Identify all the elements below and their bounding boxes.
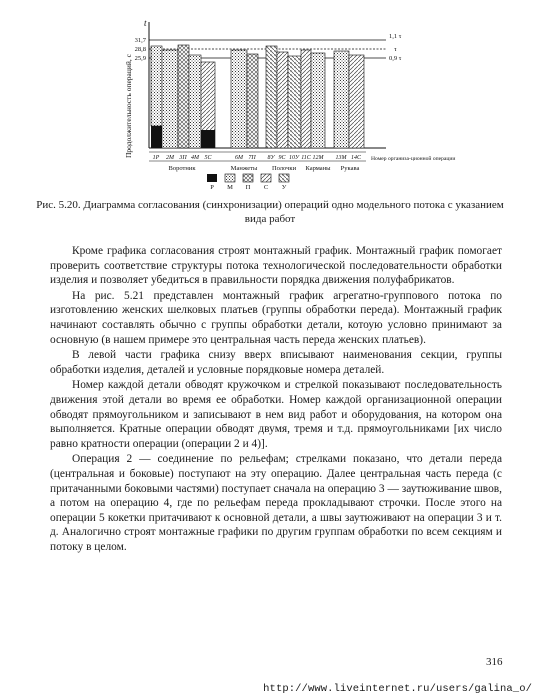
synchronization-diagram-svg: [118, 14, 456, 191]
operation-label: 4М: [191, 155, 199, 161]
operation-label: 2М: [166, 155, 174, 161]
paragraph: Номер каждой детали обводят кружочком и стрелкой показывают последовательность движения этой детали во время ее обработки. Номер каждой организационной операции обводят прямоугольником и записывают в нем вид работ и оборудования, на котором она выполняется. Кратные операции обводят двумя, тремя и т.д. прямоугольниками [их число равно кратности операции (операции 2 и 4)].: [50, 379, 502, 450]
operation-label: 11С: [301, 155, 311, 161]
group-label: Карманы: [305, 165, 331, 172]
operation-label: 9С: [278, 155, 286, 161]
legend-label: С: [263, 184, 269, 191]
legend-swatch-p: [243, 174, 253, 182]
synchronization-diagram: [118, 14, 456, 191]
operation-label: 6М: [235, 155, 243, 161]
y-axis-symbol: t: [144, 18, 147, 28]
legend-swatch-m: [225, 174, 235, 182]
y-tick-label: 31,7: [134, 37, 146, 44]
group-label: Манжеты: [230, 165, 258, 172]
operation-label: 1Р: [152, 155, 160, 161]
operation-label: 14С: [350, 155, 362, 161]
operation-bar-11: [301, 50, 311, 148]
paragraph: На рис. 5.21 представлен монтажный график агрегатно-группового потока по изготовлению женских шелковых платьев (группы обработки переда). Монтажный график начинают составлять обычно с группы обработки детали, котоую условно принимают за основную (в нашем примере это центральная часть переда женских платьев).: [50, 289, 502, 346]
reference-label-tau: τ: [394, 46, 397, 53]
operation-bar-2: [162, 50, 178, 148]
group-label: Полочки: [271, 165, 297, 172]
legend-swatch-u: [279, 174, 289, 182]
group-label: Воротник: [168, 165, 196, 172]
side-label: Номер организа-ционной операции: [371, 156, 456, 162]
operation-label: 10У: [288, 155, 300, 161]
watermark-url: http://www.liveinternet.ru/users/galina_o/: [263, 683, 532, 695]
paragraph: Кроме графика согласования строят монтажный график. Монтажный график помогает проверить соответствие структуры потока технологической последовательности обработки изделия и позволяет убедиться в правильности порядка движения полуфабрикатов.: [50, 245, 502, 287]
operation-bar-4: [189, 55, 201, 148]
operation-bar-5-dark: [201, 130, 215, 148]
operation-label: 7П: [248, 155, 256, 161]
operation-label: 3П: [179, 155, 187, 161]
operation-bar-9: [277, 52, 288, 148]
y-axis-label: Продолжительность операций, с: [124, 53, 133, 159]
y-tick-label: 28,8: [134, 46, 146, 53]
reference-label-lower: 0,9 τ: [389, 55, 402, 62]
reference-label-upper: 1,1 τ: [389, 33, 402, 40]
group-label: Рукава: [340, 165, 360, 172]
y-tick-label: 25,9: [134, 55, 146, 62]
operation-bar-7: [247, 54, 258, 148]
figure-caption: Рис. 5.20. Диаграмма согласования (синхронизации) операций одно модельного потока с указанием вида работ: [36, 199, 504, 225]
legend-label: М: [227, 184, 233, 191]
legend-label: Р: [210, 184, 214, 191]
operation-label: 8У: [267, 155, 275, 161]
legend-label: У: [281, 184, 287, 191]
operation-label: 13М: [335, 155, 347, 161]
legend-swatch-s: [261, 174, 271, 182]
operation-label: 5С: [204, 155, 212, 161]
operation-bar-1-cap: [151, 46, 162, 126]
operation-bar-8: [266, 46, 277, 148]
legend-swatch-r: [207, 174, 217, 182]
operation-bar-12: [311, 53, 325, 148]
legend-label: П: [245, 184, 251, 191]
operation-label: 12М: [312, 155, 324, 161]
operation-bar-13: [334, 51, 349, 148]
operation-bar-14: [349, 55, 364, 148]
operation-bar-3: [178, 45, 189, 148]
body-text: [50, 244, 502, 554]
operation-bar-10: [288, 56, 301, 148]
operation-bar-6: [231, 50, 247, 148]
paragraph: Операция 2 — соединение по рельефам; стрелками показано, что детали переда (центральная и боковые) поступают на эту операцию. Далее центральная часть переда (с притачанными боковыми частями) поступает сначала на операцию 3 — заутюживание швов, а потом на операцию 4, где по рельефам переда прокладывают строчки. После этого на операции 5 кокетки притачивают к основной детали, а швы заутюживают на операции 3 и т. д. Аналогично строят монтажные графики по другим группам обработки по всем секциям и потоку в целом.: [50, 453, 502, 553]
paragraph: В левой части графика снизу вверх вписывают наименования секции, группы обработки изделия, деталей и условные порядковые номера деталей.: [50, 349, 502, 376]
page-number: 316: [486, 656, 503, 668]
